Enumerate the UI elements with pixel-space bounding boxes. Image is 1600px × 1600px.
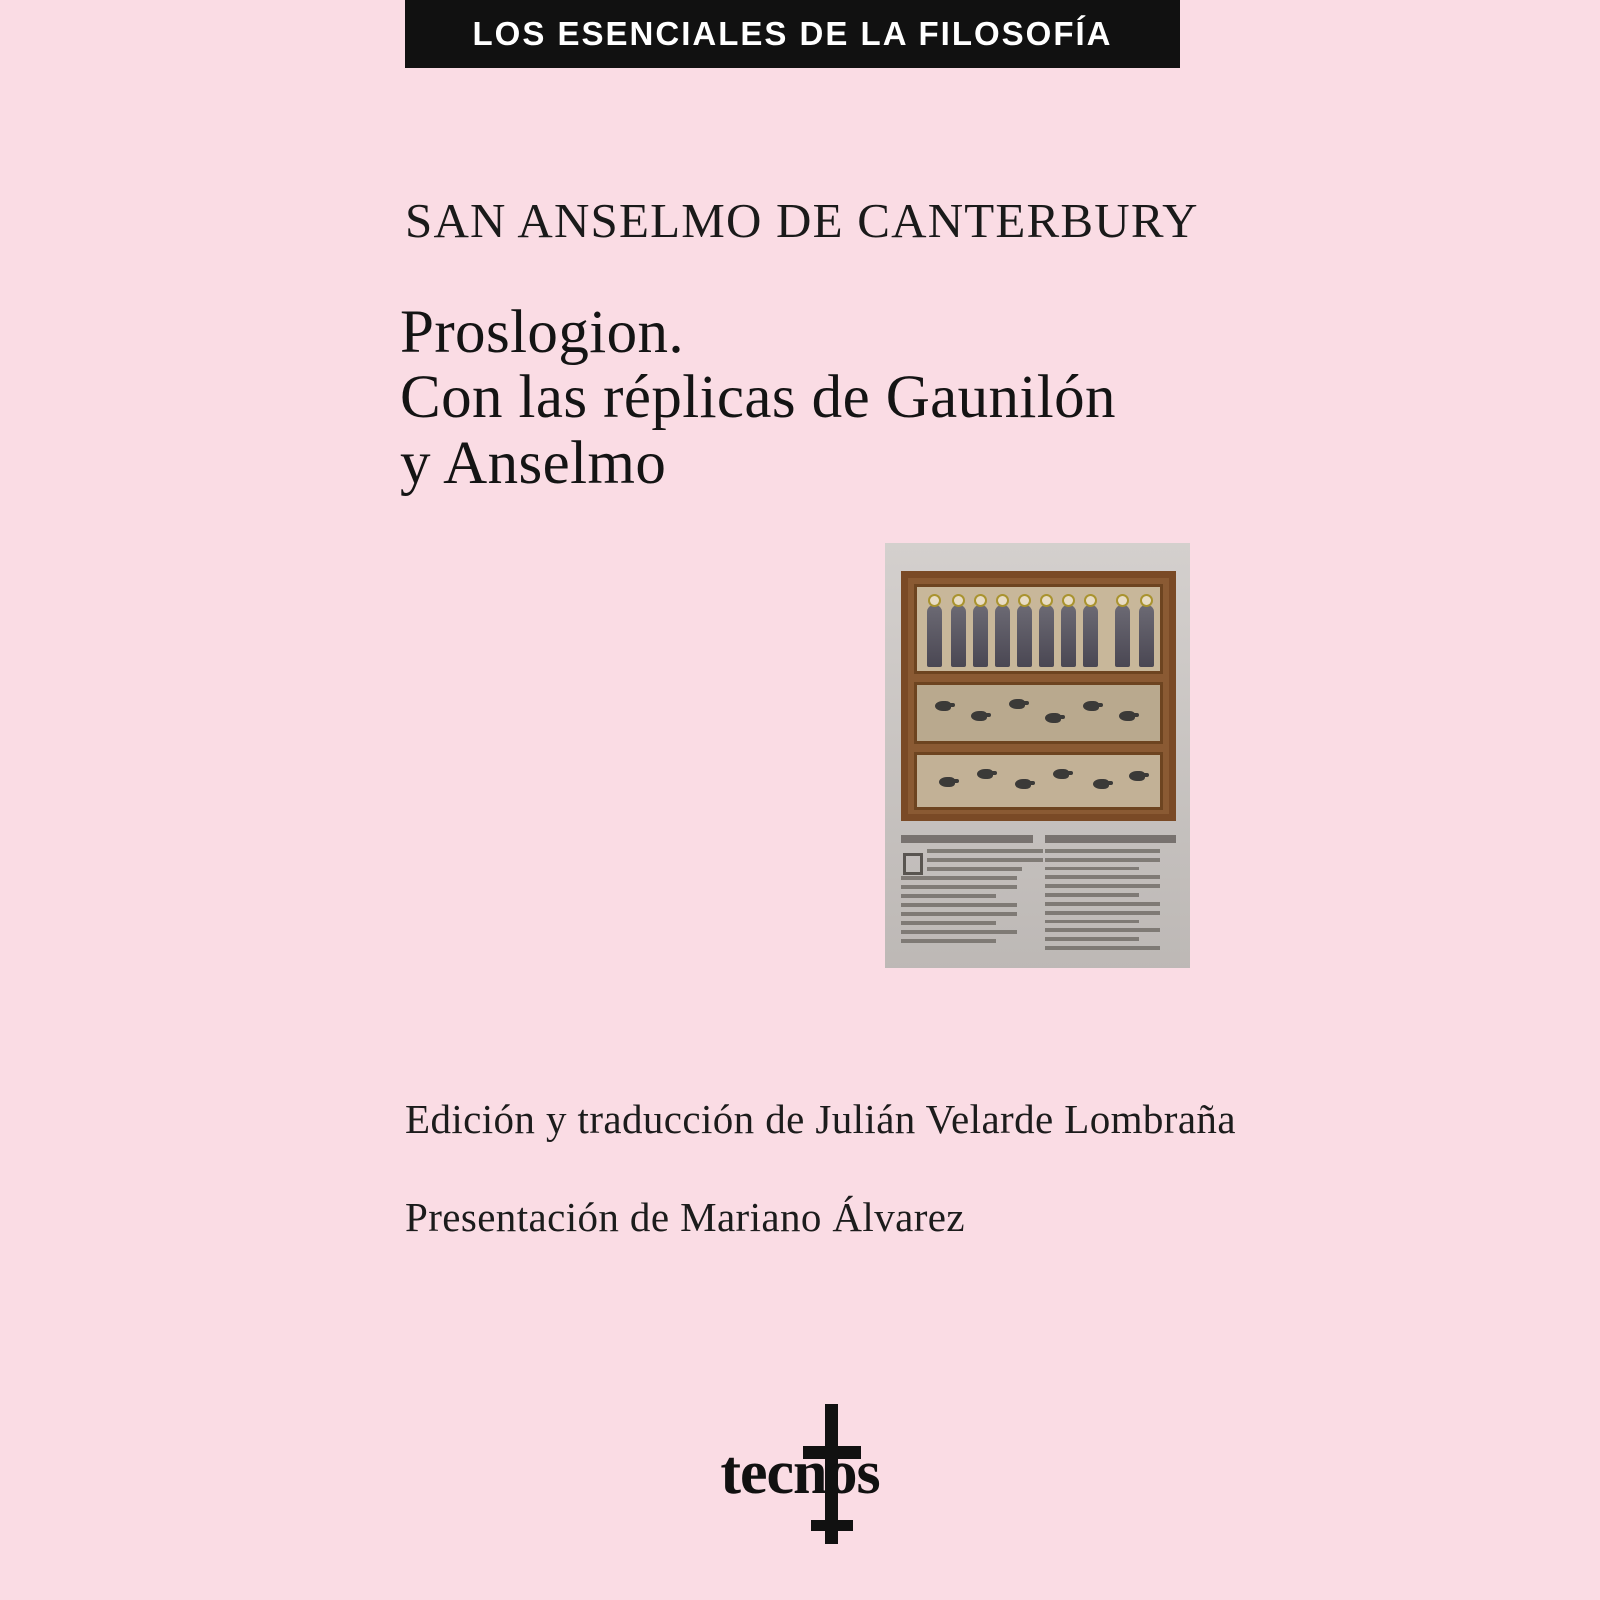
book-title — [400, 300, 1240, 496]
miniature-panel-figures — [914, 584, 1163, 674]
series-label: LOS ESENCIALES DE LA FILOSOFÍA — [472, 15, 1113, 52]
manuscript-text-columns — [901, 835, 1176, 950]
miniature-panel-birds-lower — [914, 752, 1163, 810]
title-line-1: Proslogion. — [400, 299, 685, 366]
publisher-logo — [0, 1400, 1600, 1550]
manuscript-column-left — [901, 835, 1033, 950]
cover-illustration — [885, 543, 1190, 968]
manuscript-miniature-frame — [901, 571, 1176, 821]
title-line-3: y Anselmo — [400, 429, 667, 497]
presentation-credit: Presentación de Mariano Álvarez — [405, 1194, 965, 1240]
title-line-2: Con las réplicas de Gaunilón — [400, 364, 1116, 432]
author-name: SAN ANSELMO DE CANTERBURY — [405, 193, 1199, 248]
manuscript-column-right — [1045, 835, 1177, 950]
series-banner — [405, 0, 1180, 68]
cross-icon-horizontal-bottom — [811, 1520, 853, 1531]
miniature-panel-birds-upper — [914, 682, 1163, 744]
edition-credit: Edición y traducción de Julián Velarde Lombraña — [405, 1096, 1236, 1142]
publisher-name: tecnos — [720, 1439, 880, 1507]
cover-credits — [405, 1095, 1305, 1241]
